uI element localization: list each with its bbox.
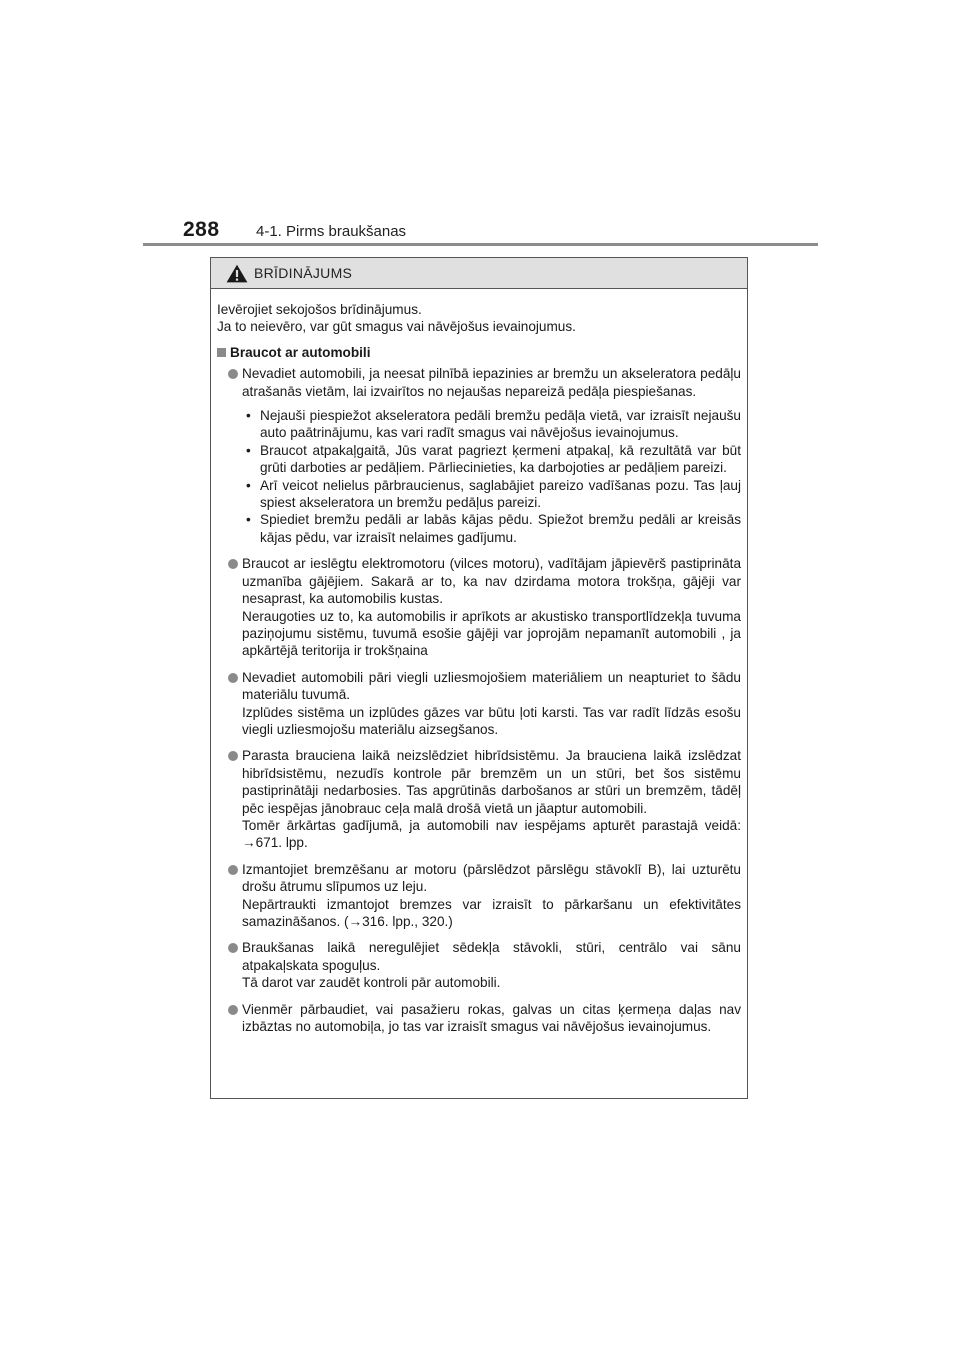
item-paragraph: Vienmēr pārbaudiet, vai pasažieru rokas, galvas un citas ķermeņa daļas nav izbāztas no automobiļa, jo tas var izraisīt smagus vai nāvējošus ievainojumus. xyxy=(242,1001,741,1035)
item-paragraph: Nepārtraukti izmantojot bremzes var izraisīt to pārkaršanu un efektivitātes samazināšanos. (→316. lpp., 320.) xyxy=(242,896,741,929)
section-heading xyxy=(217,344,741,361)
intro-line: Ievērojiet sekojošos brīdinājumus. xyxy=(217,302,422,317)
item-paragraph: Tomēr ārkārtas gadījumā, ja automobili nav iespējams apturēt parastajā veidā: →671. lpp. xyxy=(242,817,741,851)
item-paragraph: Parasta brauciena laikā neizslēdziet hibrīdsistēmu. Ja brauciena laikā izslēdzat hibrīdsistēmu, nezudīs kontrole pār bremzēm un un stūri, bet šos sistēmu pastiprinātāji nedarbosies. Tas apgrūtinās darbošanos ar stūri un bremzēm, tādēļ pēc iespējas jānobrauc ceļa malā drošā vietā un jāaptur automobili. xyxy=(242,748,741,816)
page-number: 288 xyxy=(183,218,220,241)
header-divider xyxy=(143,243,818,246)
sub-list-item-text: Arī veicot nelielus pārbraucienus, saglabājiet pareizo vadīšanas pozu. Tas ļauj spiest akseleratora un bremžu pedāļus pareizi. xyxy=(260,477,741,511)
circle-bullet-icon xyxy=(228,559,238,569)
bullet-dot-icon: • xyxy=(246,512,251,528)
circle-bullet-icon xyxy=(228,1005,238,1015)
item-paragraph: Izmantojiet bremzēšanu ar motoru (pārslēdzot pārslēgu stāvoklī B), lai uzturētu drošu ātrumu slīpumos uz leju. xyxy=(242,861,741,895)
warning-intro xyxy=(217,301,741,336)
item-paragraph: Izplūdes sistēma un izplūdes gāzes var būtu ļoti karsti. Tas var radīt līdzās esošu viegli uzliesmojošu materiālu aizsegšanos. xyxy=(242,704,741,737)
section-heading-text: Braucot ar automobili xyxy=(230,344,371,360)
item-paragraph: Nevadiet automobili, ja neesat pilnībā iepazinies ar bremžu un akseleratora pedāļu atrašanās vietām, lai izvairītos no nejaušas nepareizā pedāļa piespiešanas. xyxy=(242,366,741,399)
bullet-dot-icon: • xyxy=(246,442,251,458)
circle-bullet-icon xyxy=(228,673,238,683)
bullet-dot-icon: • xyxy=(246,477,251,493)
sub-list-item-text: Spiediet bremžu pedāli ar labās kājas pēdu. Spiežot bremžu pedāli ar kreisās kājas pēdu, var izraisīt nelaimes gadījumu. xyxy=(260,512,741,545)
warning-item xyxy=(217,747,741,851)
sub-list-item xyxy=(244,477,741,512)
circle-bullet-icon xyxy=(228,751,238,761)
warning-item xyxy=(217,365,741,546)
circle-bullet-icon xyxy=(228,943,238,953)
sub-list xyxy=(242,407,741,546)
item-paragraph: Tā darot var zaudēt kontroli pār automobili. xyxy=(242,975,501,991)
warning-box xyxy=(210,257,748,1099)
bullet-dot-icon: • xyxy=(246,408,251,424)
circle-bullet-icon xyxy=(228,865,238,875)
circle-bullet-icon xyxy=(228,369,238,379)
item-paragraph: Nevadiet automobili pāri viegli uzliesmojošiem materiāliem un neapturiet to šādu materiālu tuvumā. xyxy=(242,669,741,703)
warning-body xyxy=(211,289,747,1035)
sub-list-item-text: Nejauši piespiežot akseleratora pedāli bremžu pedāļa vietā, var izraisīt nejaušu auto paātrinājumu, kas vari radīt smagus vai nāvējošus ievainojumus. xyxy=(260,408,741,441)
warning-header xyxy=(211,258,747,289)
section-title: 4-1. Pirms braukšanas xyxy=(256,223,407,240)
warning-item xyxy=(217,1001,741,1036)
warning-item xyxy=(217,861,741,931)
warning-item xyxy=(217,669,741,739)
sub-list-item xyxy=(244,511,741,546)
warning-item xyxy=(217,555,741,659)
sub-list-item xyxy=(244,442,741,477)
item-paragraph: Neraugoties uz to, ka automobilis ir aprīkots ar akustisko transportlīdzekļa tuvuma paziņojumu sistēmu, tuvumā esošie gājēji var joprojām nepamanīt automobili , ja apkārtējā teritorija ir trokšņaina xyxy=(242,608,741,659)
warning-triangle-icon xyxy=(226,264,248,283)
warning-item xyxy=(217,939,741,991)
warning-title: BRĪDINĀJUMS xyxy=(254,265,353,281)
sub-list-item-text: Braucot atpakaļgaitā, Jūs varat pagriezt ķermeni atpakaļ, kā rezultātā var būt grūti darboties ar pedāļiem. Pārliecinieties, ka darbojoties ar pedāļiem pareizi. xyxy=(260,442,741,476)
item-paragraph: Braucot ar ieslēgtu elektromotoru (vilces motoru), vadītājam jāpievērš pastiprināta uzmanība gājējiem. Sakarā ar to, ka nav dzirdama motora trokšņa, gājēji var nesaprast, ka automobilis kustas. xyxy=(242,556,741,607)
warning-items xyxy=(217,365,741,1035)
intro-line: Ja to neievēro, var gūt smagus vai nāvējošus ievainojumus. xyxy=(217,319,576,335)
square-bullet-icon xyxy=(217,348,226,357)
sub-list-item xyxy=(244,407,741,442)
item-paragraph: Braukšanas laikā neregulējiet sēdekļa stāvokli, stūri, centrālo vai sānu atpakaļskata spoguļus. xyxy=(242,940,741,973)
